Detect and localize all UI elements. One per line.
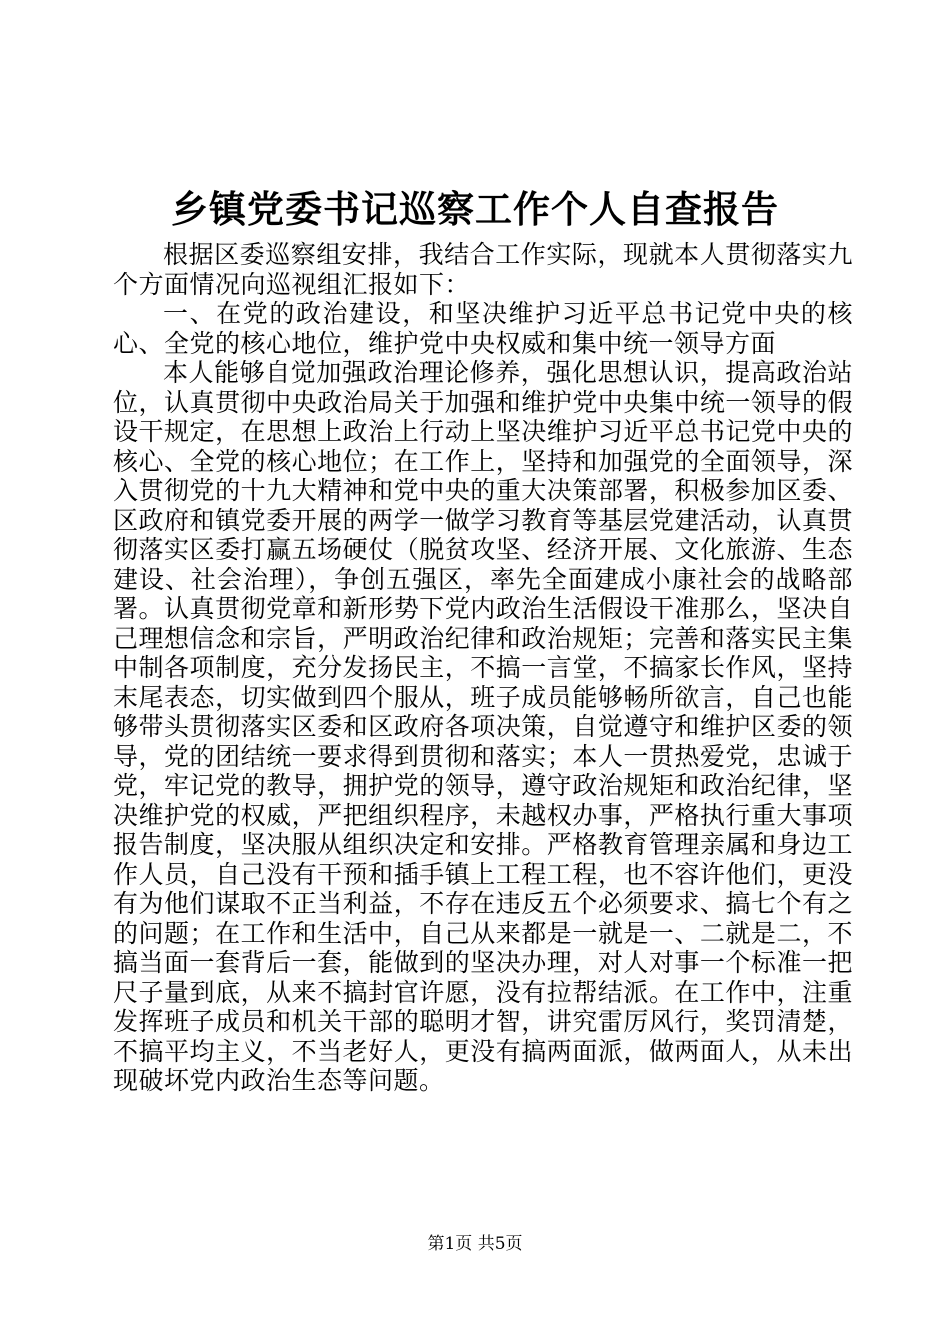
document-title: 乡镇党委书记巡察工作个人自查报告 [171,187,779,231]
paragraph-section-heading: 一、在党的政治建设，和坚决维护习近平总书记党中央的核心、全党的核心地位，维护党中央权威和集中统一领导方面 [113,299,853,358]
paragraph-main: 本人能够自觉加强政治理论修养，强化思想认识，提高政治站位，认真贯彻中央政治局关于加强和维护党中央集中统一领导的假设干规定，在思想上政治上行动上坚决维护习近平总书记党中央的核心、全党的核心地位；在工作上，坚持和加强党的全面领导，深入贯彻党的十九大精神和党中央的重大决策部署，积极参加区委、区政府和镇党委开展的两学一做学习教育等基层党建活动，认真贯彻落实区委打赢五场硬仗（脱贫攻坚、经济开展、文化旅游、生态建设、社会治理），争创五强区，率先全面建成小康社会的战略部署。认真贯彻党章和新形势下党内政治生活假设干准那么，坚决自己理想信念和宗旨，严明政治纪律和政治规矩；完善和落实民主集中制各项制度，充分发扬民主，不搞一言堂，不搞家长作风，坚持末尾表态，切实做到四个服从，班子成员能够畅所欲言，自己也能够带头贯彻落实区委和区政府各项决策，自觉遵守和维护区委的领导，党的团结统一要求得到贯彻和落实；本人一贯热爱党，忠诚于党，牢记党的教导，拥护党的领导，遵守政治规矩和政治纪律，坚决维护党的权威，严把组织程序，未越权办事，严格执行重大事项报告制度，坚决服从组织决定和安排。严格教育管理亲属和身边工作人员，自己没有干预和插手镇上工程工程，也不容许他们，更没有为他们谋取不正当利益，不存在违反五个必须要求、搞七个有之的问题；在工作和生活中，自己从来都是一就是一、二就是二，不搞当面一套背后一套，能做到的坚决办理，对人对事一个标准一把尺子量到底，从来不搞封官许愿，没有拉帮结派。在工作中，注重发挥班子成员和机关干部的聪明才智，讲究雷厉风行，奖罚清楚，不搞平均主义，不当老好人，更没有搞两面派，做两面人，从未出现破坏党内政治生态等问题。 [113,358,853,1095]
document-body [113,240,853,1096]
paragraph-intro: 根据区委巡察组安排，我结合工作实际，现就本人贯彻落实九个方面情况向巡视组汇报如下： [113,240,853,299]
page-footer [0,1232,950,1256]
page-number: 第1页 共5页 [427,1234,523,1254]
